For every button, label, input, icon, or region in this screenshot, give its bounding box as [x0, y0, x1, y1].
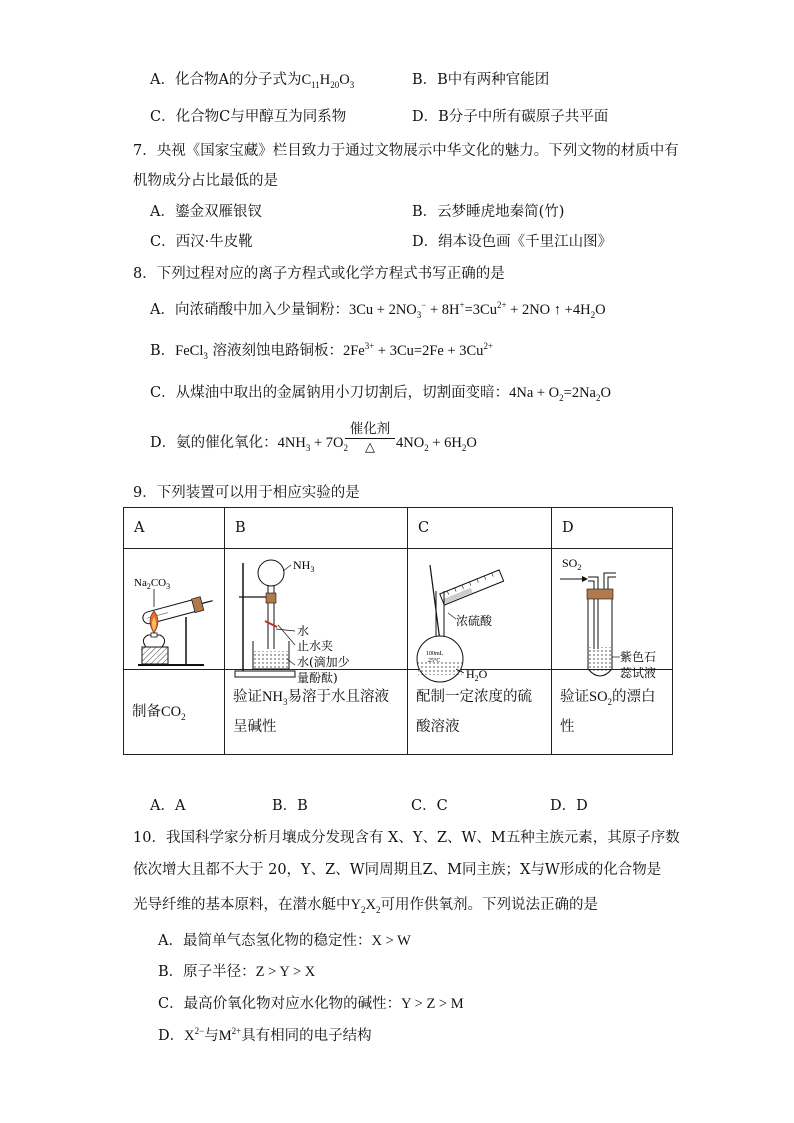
- q9-header-b: B: [225, 508, 408, 549]
- q9-option-b: B．B: [272, 798, 308, 814]
- q9-figure-a: [124, 549, 225, 670]
- q8-stem: 8．下列过程对应的离子方程式或化学方程式书写正确的是: [133, 266, 505, 282]
- q9-fig-b-clamp: 止水夹: [297, 639, 334, 653]
- q9-caption-row: [124, 670, 673, 755]
- q9-caption-d-prefix: 验证: [560, 689, 589, 705]
- q9-figure-d: [552, 549, 673, 680]
- q8-option-c-text: C．从煤油中取出的金属钠用小刀切割后，切割面变暗：: [150, 385, 510, 401]
- q9-figure-c: [408, 549, 552, 683]
- q10-option-b: [158, 962, 315, 982]
- q9-caption-c: 配制一定浓度的硫酸溶液: [408, 670, 552, 755]
- q8-option-d-condition: [345, 421, 395, 455]
- q6-option-a: [150, 70, 354, 90]
- q9-fig-b-water: 水: [297, 624, 310, 638]
- q9-fig-a-label: $Na_2CO_3$: [134, 577, 171, 591]
- q10-stem-line3: [133, 895, 598, 915]
- q10-option-d-and: 与: [204, 1028, 219, 1044]
- q6-option-a-text: A．化合物A的分子式为: [150, 72, 302, 88]
- q8-option-d-text: D．氨的催化氧化：: [150, 435, 278, 451]
- q9-header-a: A: [124, 508, 225, 549]
- q6-option-a-formula: $C_{11}H_{20}O_3$: [301, 72, 355, 90]
- q9-header-c: C: [408, 508, 552, 549]
- q9-fig-d-gas: $SO_2$: [562, 556, 582, 572]
- q10-stem-line1: 10．我国科学家分析月壤成分发现含有 X、Y、Z、W、M五种主族元素，其原子序数: [133, 830, 680, 846]
- q8-catalyst-label: 催化剂: [349, 421, 391, 437]
- q10-stem-line3-b: 可用作供氧剂。下列说法正确的是: [380, 897, 598, 913]
- q7-stem-line2: 机物成分占比最低的是: [133, 173, 278, 189]
- q7-option-b: B．云梦睡虎地秦简(竹): [412, 204, 565, 220]
- q9-fig-c-flask-temp: 25°C: [428, 658, 441, 664]
- q9-fig-b-beaker-2: 量酚酞): [297, 671, 338, 685]
- q8-option-c-equation: $4Na + O_2=2Na_2O$: [509, 385, 611, 403]
- q8-option-a-equation: $3Cu + 2NO_3^- + 8H^+=3Cu^{2+} + 2NO$ ↑ $+4H_2O$: [348, 300, 606, 320]
- q10-option-c: [158, 994, 464, 1014]
- q9-header-d: D: [552, 508, 673, 549]
- q10-formula-y2x2: $Y_2X_2$: [350, 897, 381, 915]
- q10-stem-line2: 依次增大且都不大于 20，Y、Z、W同周期且Z、M同主族；X与W形成的化合物是: [133, 862, 662, 878]
- q9-header-row: [124, 508, 673, 549]
- q7-option-c: C．西汉·牛皮靴: [150, 234, 253, 250]
- solution-preparation-diagram: [408, 549, 551, 683]
- q10-option-a: [158, 931, 411, 951]
- q8-option-b: [150, 341, 493, 361]
- q8-option-b-label: B．: [150, 343, 176, 359]
- q8-heat-symbol: △: [365, 439, 375, 454]
- q8-option-b-text: 溶液刻蚀电路铜板：: [212, 343, 343, 359]
- q9-fig-d-liquid-1: 紫色石: [620, 650, 657, 664]
- q9-figure-row: [124, 549, 673, 670]
- q10-option-b-relation: Z > Y > X: [255, 964, 316, 980]
- q9-caption-b-prefix: 验证: [233, 689, 262, 705]
- q9-caption-d: 验证$SO_2$的漂白性: [552, 670, 673, 755]
- q9-caption-a: 制备$CO_2$: [124, 670, 225, 755]
- q9-option-d: D．D: [550, 798, 588, 814]
- q10-option-a-relation: X > W: [371, 933, 411, 949]
- q9-fig-d-liquid-2: 蕊试液: [620, 666, 657, 680]
- q8-option-d: [150, 433, 348, 453]
- q10-option-c-relation: Y > Z > M: [401, 996, 464, 1012]
- q9-stem: 9．下列装置可以用于相应实验的是: [133, 485, 360, 501]
- q9-fig-b-beaker-1: 水(滴加少: [297, 655, 350, 669]
- heating-apparatus-diagram: [124, 549, 224, 665]
- q10-stem-line3-a: 光导纤维的基本原料，在潜水艇中: [133, 897, 351, 913]
- q9-fig-b-gas: $NH_3$: [293, 558, 315, 574]
- q9-option-c: C．C: [411, 798, 448, 814]
- q8-option-d-reactants: $4NH_3 + 7O_2$: [277, 435, 348, 453]
- q10-option-a-text: A．最简单气态氢化物的稳定性：: [158, 933, 372, 949]
- q8-option-d-products: $4NO_2 + 6H_2O$: [396, 435, 477, 453]
- gas-bubbling-diagram: [552, 549, 672, 680]
- q9-caption-b: 验证$NH_3$易溶于水且溶液呈碱性: [225, 670, 408, 755]
- q9-option-a: A．A: [150, 798, 186, 814]
- q10-option-b-text: B．原子半径：: [158, 964, 256, 980]
- q9-fig-c-acid: 浓硫酸: [456, 614, 493, 628]
- q6-option-c: C．化合物C与甲醇互为同系物: [150, 109, 347, 125]
- q9-caption-b-suffix: 易溶于水且溶液呈碱性: [233, 689, 389, 735]
- q8-option-c: [150, 383, 611, 403]
- q7-option-a: A．鎏金双雁银钗: [150, 204, 262, 220]
- q9-apparatus-table: [123, 507, 673, 755]
- q8-option-a: [150, 300, 606, 320]
- q8-option-b-reagent: FeCl$_3$: [175, 343, 208, 361]
- q10-option-c-text: C．最高价氧化物对应水化物的碱性：: [158, 996, 402, 1012]
- q6-option-b: B．B中有两种官能团: [412, 72, 550, 88]
- q8-option-a-text: A．向浓硝酸中加入少量铜粉：: [150, 302, 349, 318]
- q10-option-d-text: 具有相同的电子结构: [241, 1028, 372, 1044]
- q10-option-d: D．$X^{2-}$与$M^{2+}$具有相同的电子结构: [158, 1026, 372, 1044]
- q9-fig-c-water: $H_2O$: [466, 667, 488, 683]
- q9-figure-b: [225, 549, 408, 685]
- q7-stem-line1: 7．央视《国家宝藏》栏目致力于通过文物展示中华文化的魅力。下列文物的材质中有: [133, 143, 679, 159]
- q7-option-d: D．绢本设色画《千里江山图》: [412, 234, 613, 250]
- q9-fig-c-flask-volume: 100mL: [426, 651, 444, 657]
- fountain-experiment-diagram: [225, 549, 407, 685]
- q6-option-d: D．B分子中所有碳原子共平面: [412, 109, 609, 125]
- q8-option-b-equation: $2Fe^{3+} + 3Cu=2Fe + 3Cu^{2+}$: [342, 341, 494, 359]
- q9-caption-d-suffix: 的漂白性: [560, 689, 656, 735]
- q10-option-d-label: D．: [158, 1028, 185, 1044]
